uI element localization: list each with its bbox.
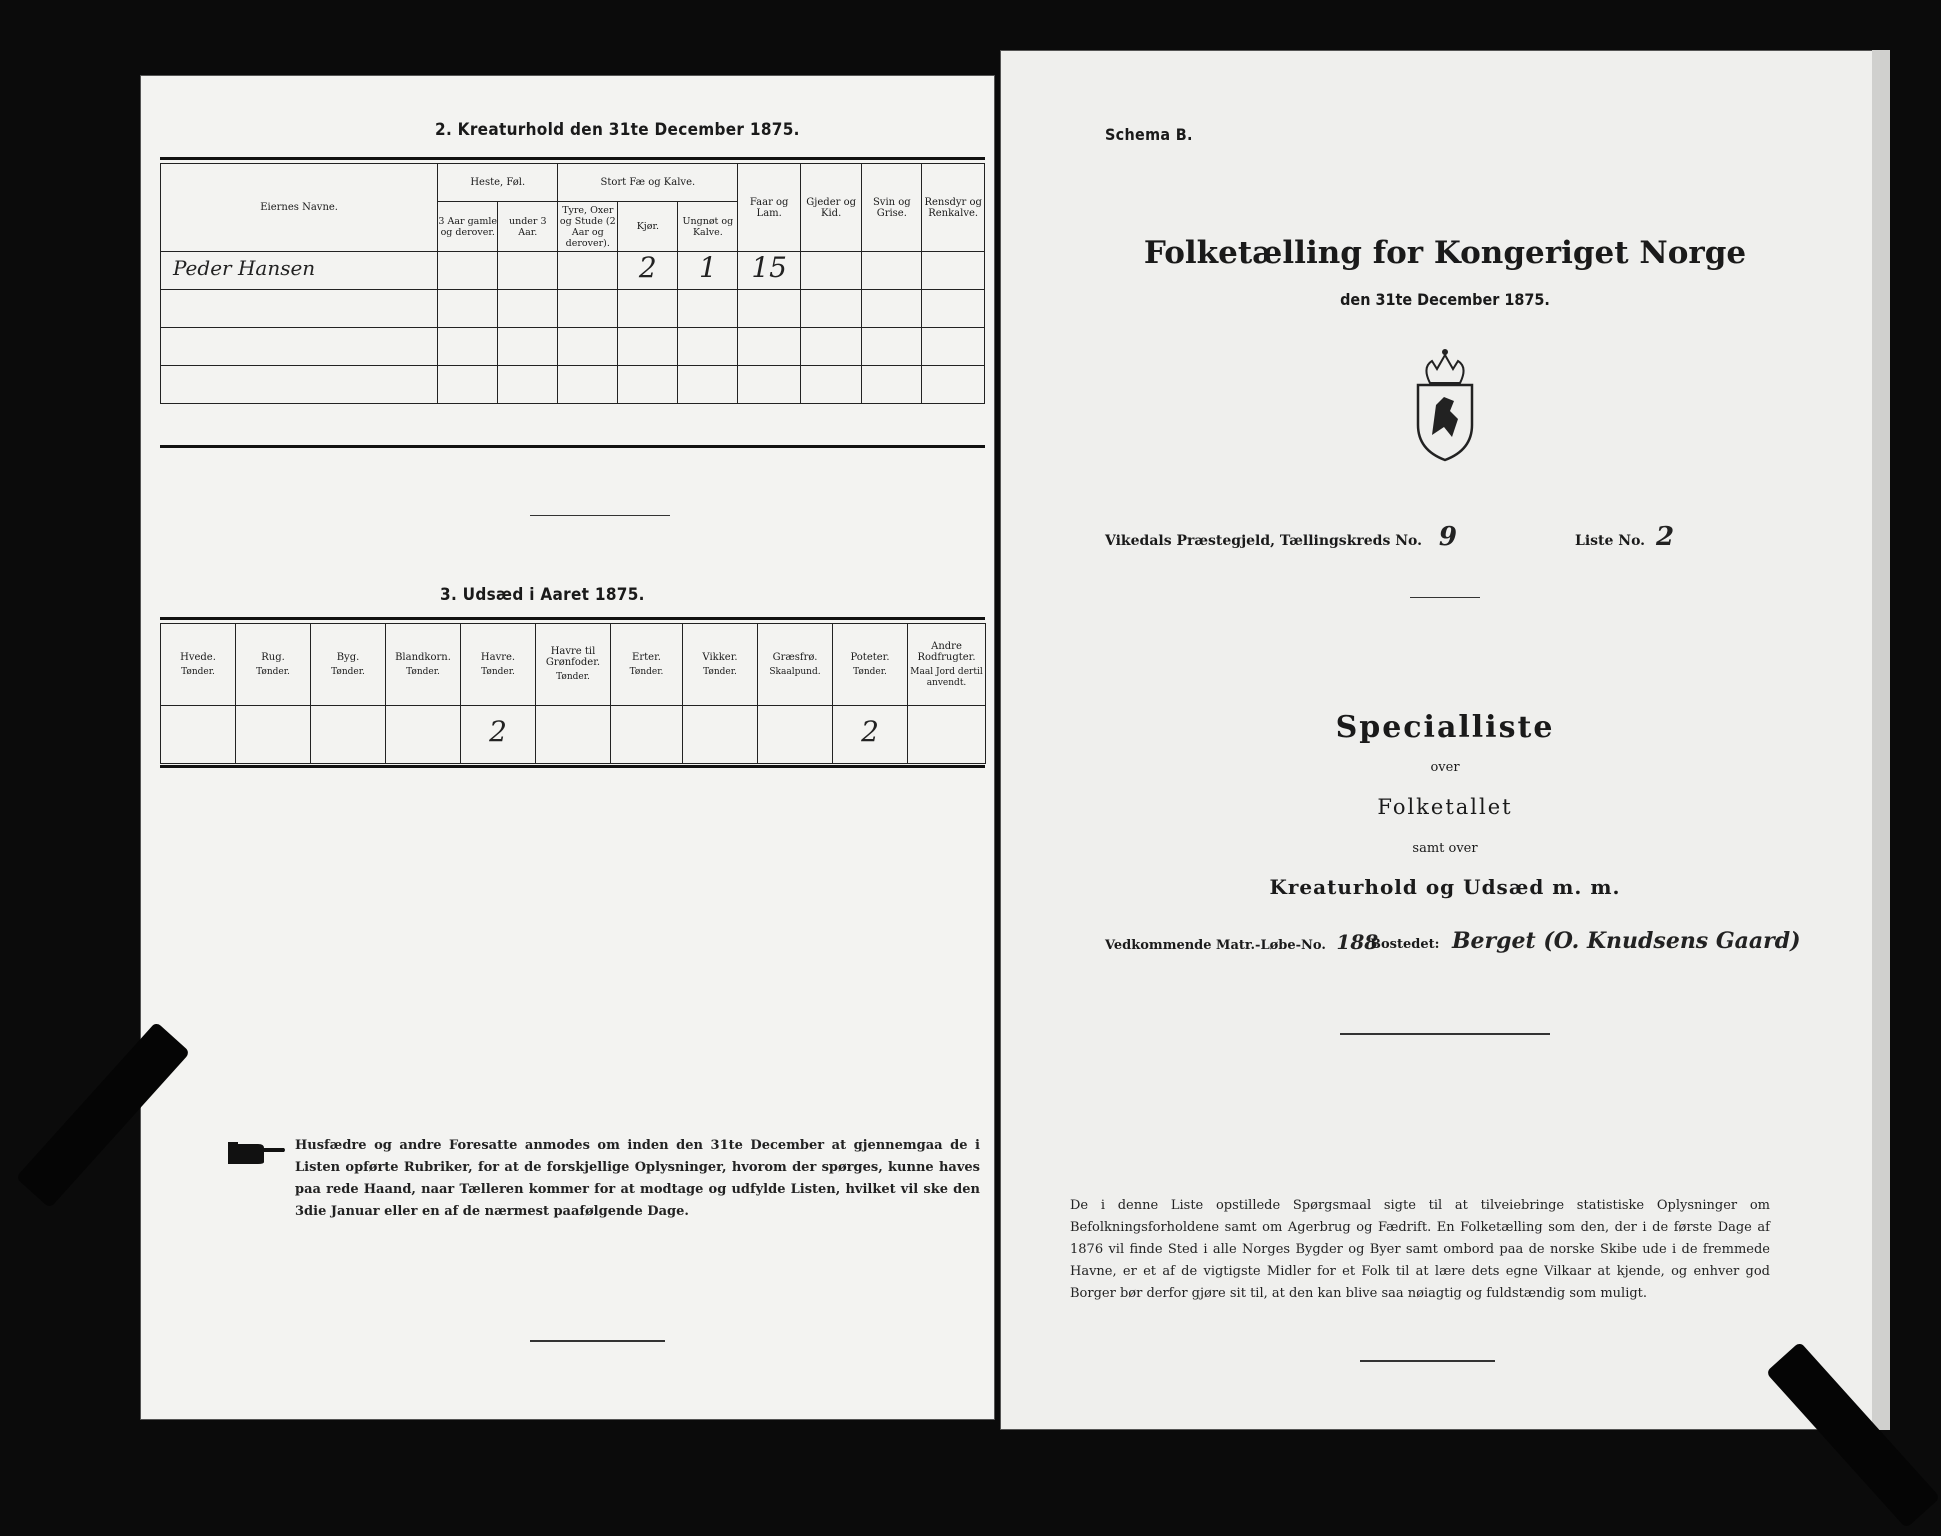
specialliste-heading: Specialliste	[1335, 710, 1555, 745]
seed-unit-label: Tønder.	[556, 672, 590, 682]
seed-header-cell	[683, 624, 758, 706]
notice-text: Husfædre og andre Foresatte anmodes om inden den 31te December at gjennemgaa de i Listen opførte Rubriker, for at de forskjellige Oplysninger, hvorom der spørges, kunne haves paa rede Haand, naar Tælleren kommer for at modtage og udfylde Listen, hvilket vil ske den 3die Januar eller en af de nærmest paafølgende Dage.	[295, 1138, 980, 1219]
goats-header: Gjeder og Kid.	[800, 164, 861, 252]
livestock-table	[160, 163, 985, 404]
seed-value-cell	[758, 706, 833, 764]
main-subtitle: den 31te December 1875.	[1340, 290, 1550, 309]
section3-top-rule	[160, 617, 985, 620]
divider	[1410, 597, 1480, 598]
seed-header-cell	[908, 624, 986, 706]
bosted-value: Berget (O. Knudsens Gaard)	[1451, 928, 1801, 954]
seed-crop-label: Erter.	[632, 651, 661, 663]
kreaturhold-text: Kreaturhold og Udsæd m. m.	[1269, 875, 1621, 899]
horses-young-header: under 3 Aar.	[498, 202, 558, 252]
seed-value-cell	[611, 706, 683, 764]
seed-value-cell	[536, 706, 611, 764]
horses-old-header: 3 Aar gamle og derover.	[438, 202, 498, 252]
pigs-header: Svin og Grise.	[862, 164, 922, 252]
seed-unit-label: Skaalpund.	[769, 666, 821, 677]
cattle-group-header: Stort Fæ og Kalve.	[558, 164, 738, 202]
section2-title: 2. Kreaturhold den 31te December 1875.	[435, 120, 800, 140]
left-page	[140, 75, 995, 1420]
seed-crop-label: Vikker.	[702, 651, 738, 663]
owner-name: Peder Hansen	[173, 256, 316, 280]
divider	[1340, 1033, 1550, 1035]
cows-value: 2	[638, 251, 657, 284]
over-text: over	[1430, 760, 1460, 775]
sheep-header: Faar og Lam.	[738, 164, 801, 252]
table-row	[161, 366, 985, 404]
horses-group-header: Heste, Føl.	[438, 164, 558, 202]
info-text: De i denne Liste opstillede Spørgsmaal sigte til at tilveiebringe statistiske Oplysninger om Befolkningsforholdene samt om Agerbrug og Fædrift. En Folketælling som den, der i de første Dage af 1876 vil finde Sted i alle Norges Bygder og Byer samt ombord paa de norske Skibe ude i de fremmede Havne, er et af de vigtigste Midler for et Folk til at lære dets egne Vilkaar at kjende, og enhver god Borger bør derfor gjøre sit til, at den kan blive saa nøiagtig og fuldstændig som muligt.	[1070, 1198, 1770, 1301]
seed-value-cell	[461, 706, 536, 764]
seed-header-cell	[758, 624, 833, 706]
seed-unit-label: Tønder.	[703, 666, 737, 677]
section3-title: 3. Udsæd i Aaret 1875.	[440, 585, 645, 605]
seed-unit-label: Tønder.	[406, 666, 440, 677]
folketallet-text: Folketallet	[1377, 795, 1513, 819]
seed-crop-label: Byg.	[336, 651, 360, 663]
table-row	[161, 290, 985, 328]
pointing-hand-icon	[228, 1140, 286, 1166]
seed-crop-label: Andre Rodfrugter.	[917, 640, 976, 663]
section3-bottom-rule	[160, 765, 985, 768]
coat-of-arms-icon	[1410, 345, 1480, 465]
seed-value-cell	[386, 706, 461, 764]
young-cattle-value: 1	[698, 251, 717, 284]
reindeer-header: Rensdyr og Renkalve.	[922, 164, 985, 252]
seed-value: 2	[861, 714, 879, 748]
main-title: Folketælling for Kongeriget Norge	[1143, 235, 1747, 271]
seed-crop-label: Havre til Grønfoder.	[545, 646, 601, 668]
sheep-value: 15	[751, 251, 787, 284]
seed-unit-label: Tønder.	[181, 666, 215, 677]
bulls-header: Tyre, Oxer og Stude (2 Aar og derover).	[558, 202, 618, 252]
parish-label: Vikedals Præstegjeld, Tællingskreds No.	[1105, 533, 1422, 549]
divider	[530, 1340, 665, 1342]
seed-value-cell	[161, 706, 236, 764]
seed-header-cell	[461, 624, 536, 706]
parish-line	[1105, 522, 1457, 552]
seed-header-cell	[236, 624, 311, 706]
list-number: 2	[1655, 522, 1675, 552]
samt-over-text: samt over	[1412, 841, 1478, 856]
seed-value-cell	[683, 706, 758, 764]
table-row	[161, 252, 985, 290]
list-label: Liste No.	[1575, 533, 1646, 549]
section2-bottom-rule	[160, 445, 985, 448]
seed-crop-label: Græsfrø.	[772, 651, 818, 663]
seed-value: 2	[489, 714, 507, 748]
section2-top-rule	[160, 157, 985, 160]
seed-unit-label: Tønder.	[331, 666, 365, 677]
schema-label: Schema B.	[1105, 125, 1193, 144]
owner-header: Eiernes Navne.	[161, 164, 438, 252]
seed-unit-label: Tønder.	[629, 666, 664, 677]
seed-crop-label: Blandkorn.	[395, 651, 451, 663]
seed-crop-label: Hvede.	[180, 651, 216, 663]
bosted-label: Bostedet:	[1370, 937, 1440, 952]
divider	[1360, 1360, 1495, 1362]
seed-crop-label: Rug.	[261, 651, 285, 663]
bosted-line	[1370, 928, 1801, 954]
seed-header-cell	[311, 624, 386, 706]
seed-value-cell	[908, 706, 986, 764]
young-cattle-header: Ungnøt og Kalve.	[678, 202, 738, 252]
seed-value-cell	[833, 706, 908, 764]
right-page	[1000, 50, 1890, 1430]
table-row	[161, 328, 985, 366]
seed-header-cell	[833, 624, 908, 706]
seed-header-cell	[161, 624, 236, 706]
seed-unit-label: Maal Jord dertil anvendt.	[910, 666, 983, 688]
seed-crop-label: Havre.	[480, 651, 516, 663]
seed-table	[160, 623, 986, 764]
matr-label: Vedkommende Matr.-Løbe-No.	[1105, 938, 1326, 953]
seed-header-cell	[386, 624, 461, 706]
seed-header-cell	[611, 624, 683, 706]
list-line	[1575, 522, 1674, 552]
seed-value-cell	[311, 706, 386, 764]
cows-header: Kjør.	[618, 202, 678, 252]
divider	[530, 515, 670, 516]
seed-unit-label: Tønder.	[481, 666, 515, 677]
seed-header-cell	[536, 624, 611, 706]
matr-number: 188	[1336, 930, 1379, 954]
seed-value-cell	[236, 706, 311, 764]
table-row	[161, 706, 986, 764]
seed-unit-label: Tønder.	[853, 666, 887, 677]
matr-line	[1105, 930, 1378, 954]
district-number: 9	[1438, 522, 1457, 552]
seed-unit-label: Tønder.	[256, 666, 290, 677]
seed-crop-label: Poteter.	[850, 651, 890, 663]
